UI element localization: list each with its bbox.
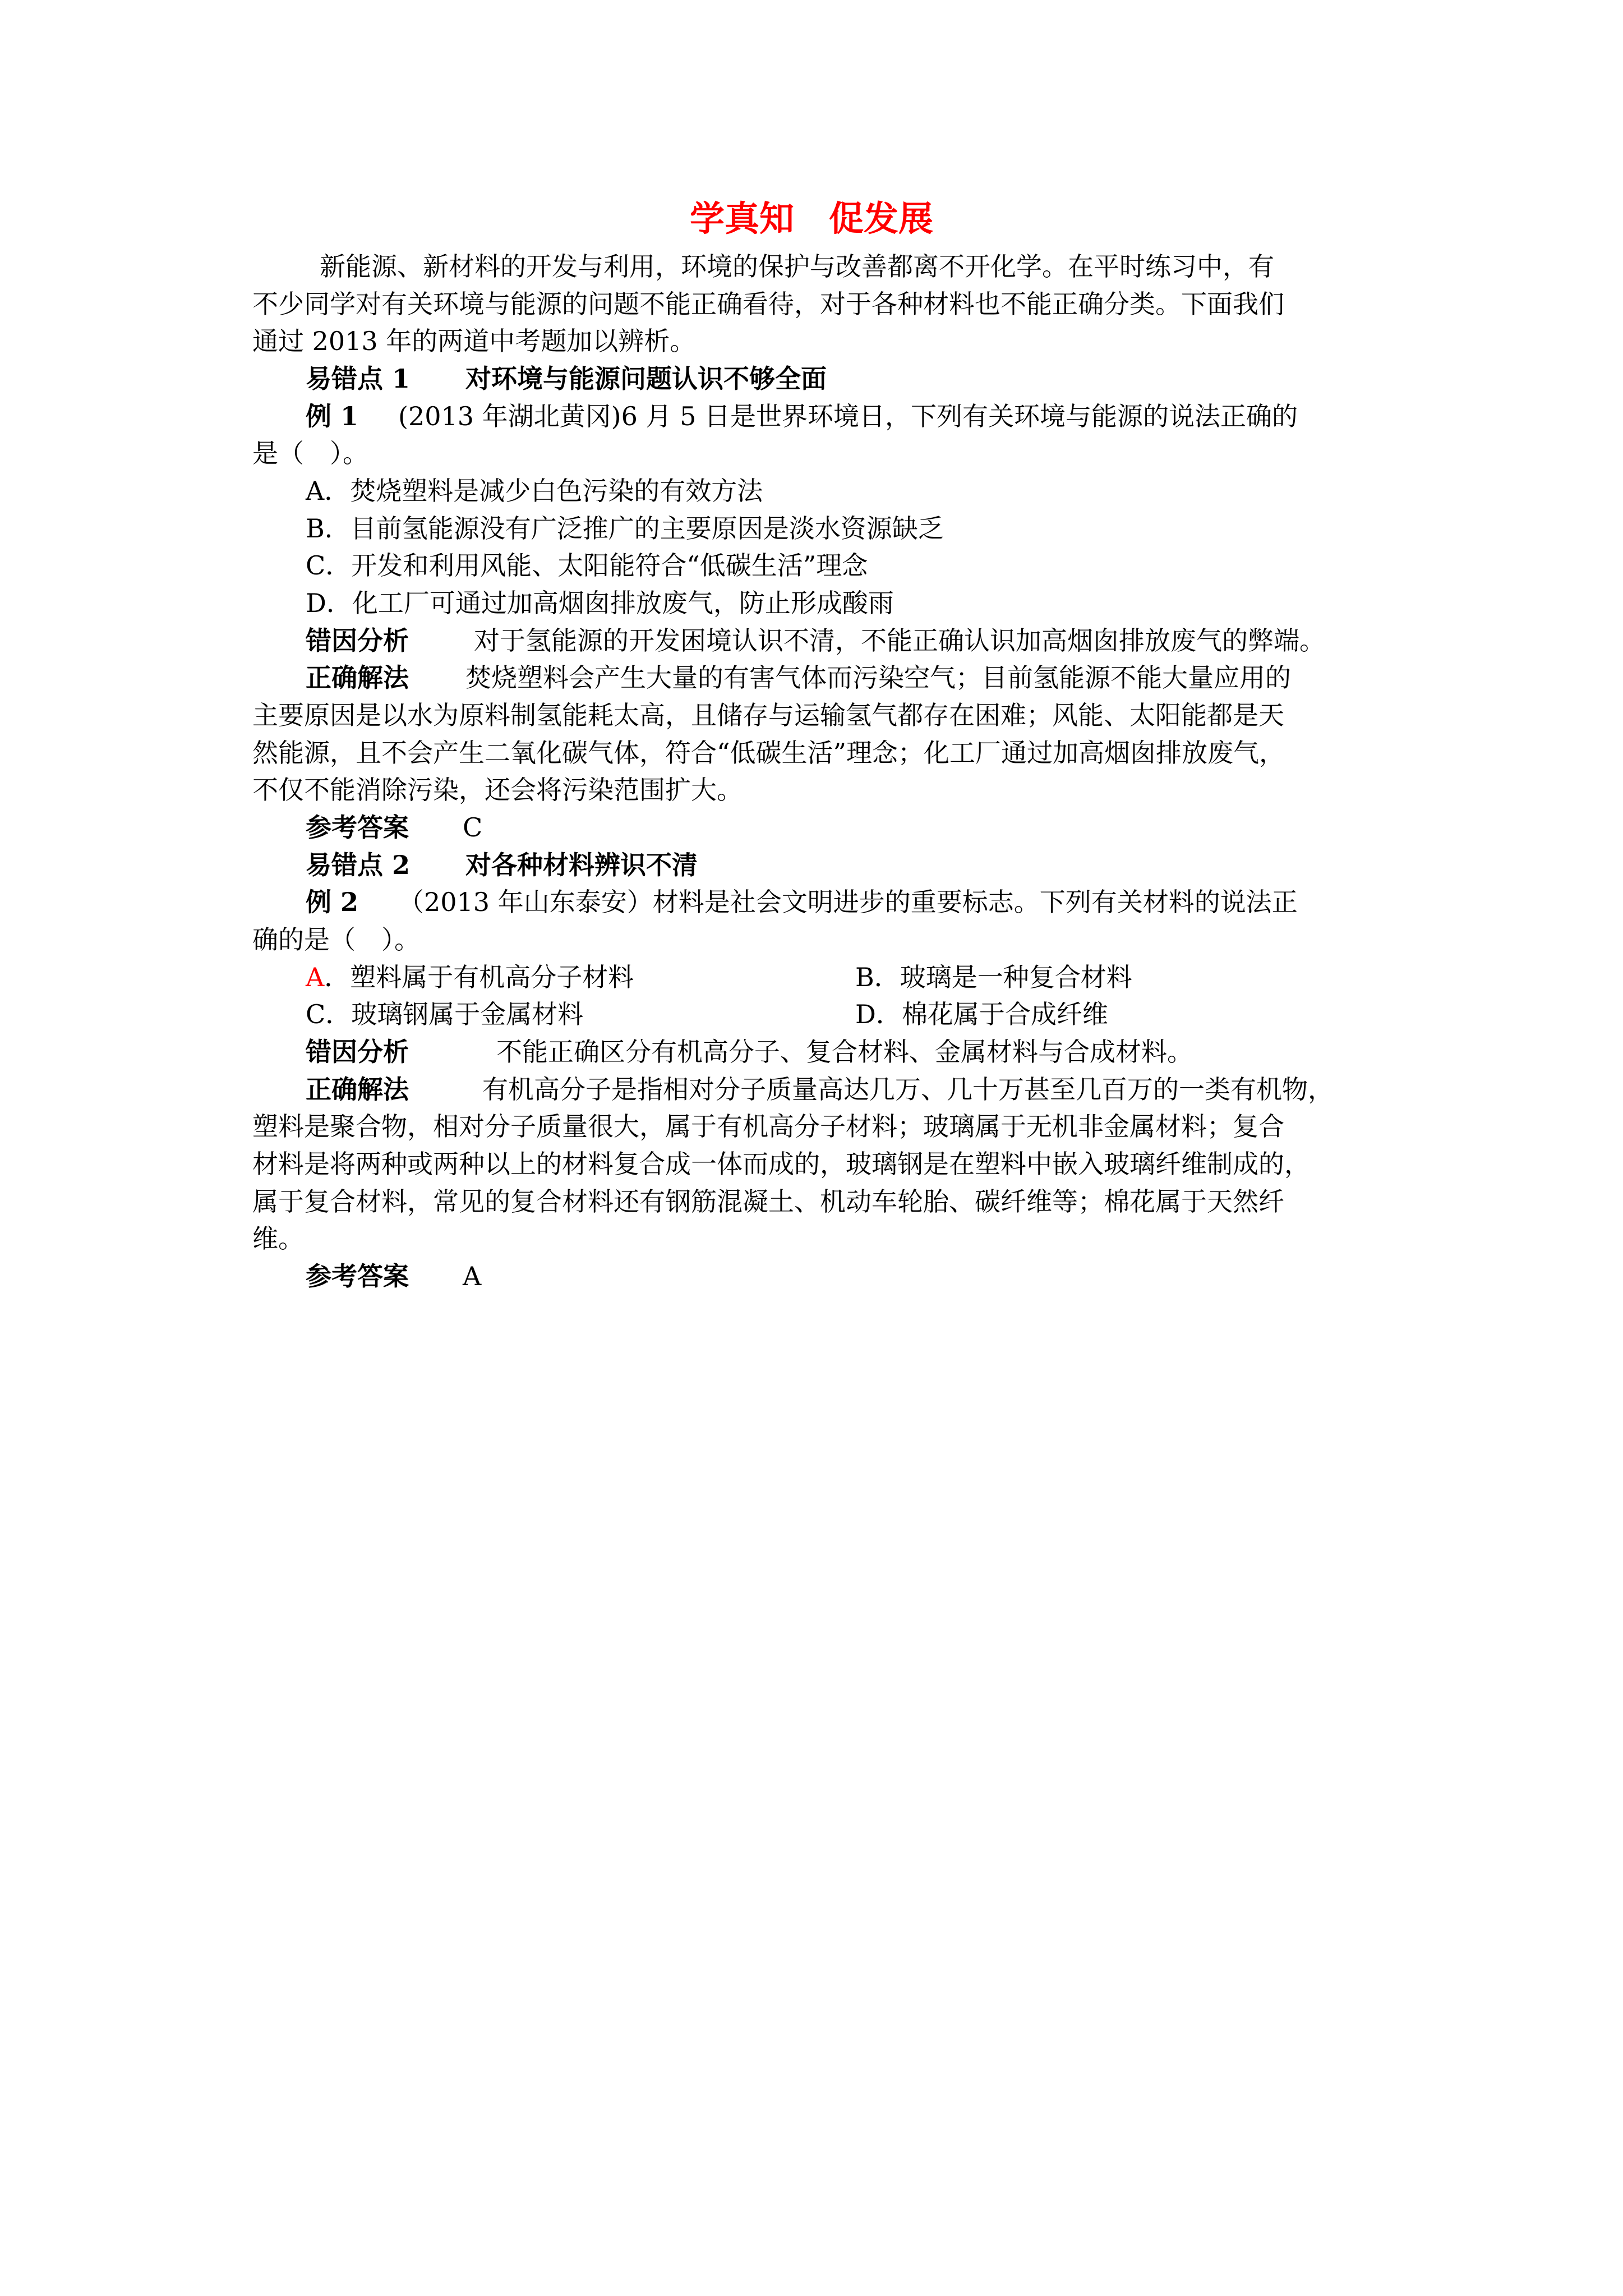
example2-option-a (306, 960, 634, 994)
example2-error-text: 不能正确区分有机高分子、复合材料、金属材料与合成材料。 (496, 1037, 1193, 1067)
page-title: 学真知 促发展 (689, 198, 933, 239)
example1-solution-label: 正确解法 (306, 662, 409, 693)
example1-error-label: 错因分析 (306, 625, 409, 656)
example2-option-a-text: ．塑料属于有机高分子材料 (324, 962, 634, 992)
point2-label: 易错点 2 (306, 850, 411, 880)
example1-option-c: C．开发和利用风能、太阳能符合“低碳生活”理念 (306, 550, 868, 581)
example2-solution-4: 属于复合材料，常见的复合材料还有钢筋混凝土、机动车轮胎、碳纤维等；棉花属于天然纤 (252, 1186, 1284, 1217)
example1-question-1: (2013 年湖北黄冈)6 月 5 日是世界环境日，下列有关环境与能源的说法正确的 (398, 401, 1298, 431)
example2-label: 例 2 (306, 887, 359, 917)
example2-solution-2: 塑料是聚合物，相对分子质量很大，属于有机高分子材料；玻璃属于无机非金属材料；复合 (252, 1111, 1284, 1142)
example2-solution-label: 正确解法 (306, 1074, 409, 1105)
example1-label: 例 1 (306, 401, 359, 431)
example2-error-label: 错因分析 (306, 1037, 409, 1067)
example1-solution-4: 不仅不能消除污染，还会将污染范围扩大。 (252, 775, 743, 805)
example2-solution-3: 材料是将两种或两种以上的材料复合成一体而成的，玻璃钢是在塑料中嵌入玻璃纤维制成的， (252, 1149, 1310, 1179)
example1-error-text: 对于氢能源的开发困境认识不清，不能正确认识加高烟囱排放废气的弊端。 (474, 625, 1325, 656)
example2-solution-1: 有机高分子是指相对分子质量高达几万、几十万甚至几百万的一类有机物， (482, 1074, 1334, 1105)
example1-solution-3: 然能源，且不会产生二氧化碳气体，符合“低碳生活”理念；化工厂通过加高烟囱排放废气， (252, 738, 1285, 768)
example2-question-1: （2013 年山东泰安）材料是社会文明进步的重要标志。下列有关材料的说法正 (398, 887, 1298, 917)
point1-label: 易错点 1 (306, 364, 411, 394)
example2-option-c: C．玻璃钢属于金属材料 (306, 999, 584, 1029)
example1-question-2: 是（ ）。 (252, 438, 368, 468)
example1-answer: C (463, 812, 483, 843)
example2-question-2: 确的是（ ）。 (252, 924, 420, 955)
example1-answer-label: 参考答案 (306, 812, 409, 843)
example1-option-a: A．焚烧塑料是减少白色污染的有效方法 (306, 476, 763, 506)
example1-solution-1: 焚烧塑料会产生大量的有害气体而污染空气；目前氢能源不能大量应用的 (465, 662, 1291, 693)
point1-heading: 对环境与能源问题认识不够全面 (465, 364, 827, 394)
intro-line-3: 通过 2013 年的两道中考题加以辨析。 (252, 326, 696, 356)
intro-line-2: 不少同学对有关环境与能源的问题不能正确看待，对于各种材料也不能正确分类。下面我们 (252, 289, 1284, 319)
example2-option-b: B．玻璃是一种复合材料 (855, 962, 1132, 992)
point2-heading: 对各种材料辨识不清 (465, 850, 698, 880)
example2-option-a-letter: A (306, 962, 325, 992)
example2-solution-5: 维。 (252, 1223, 304, 1254)
example1-solution-2: 主要原因是以水为原料制氢能耗太高，且储存与运输氢气都存在困难；风能、太阳能都是天 (252, 700, 1284, 730)
example1-option-b: B．目前氢能源没有广泛推广的主要原因是淡水资源缺乏 (306, 513, 944, 544)
example2-answer: A (463, 1261, 482, 1291)
example1-option-d: D．化工厂可通过加高烟囱排放废气，防止形成酸雨 (306, 588, 894, 618)
intro-line-1: 新能源、新材料的开发与利用，环境的保护与改善都离不开化学。在平时练习中，有 (320, 251, 1274, 282)
example2-option-d: D．棉花属于合成纤维 (855, 999, 1108, 1029)
example2-answer-label: 参考答案 (306, 1261, 409, 1291)
